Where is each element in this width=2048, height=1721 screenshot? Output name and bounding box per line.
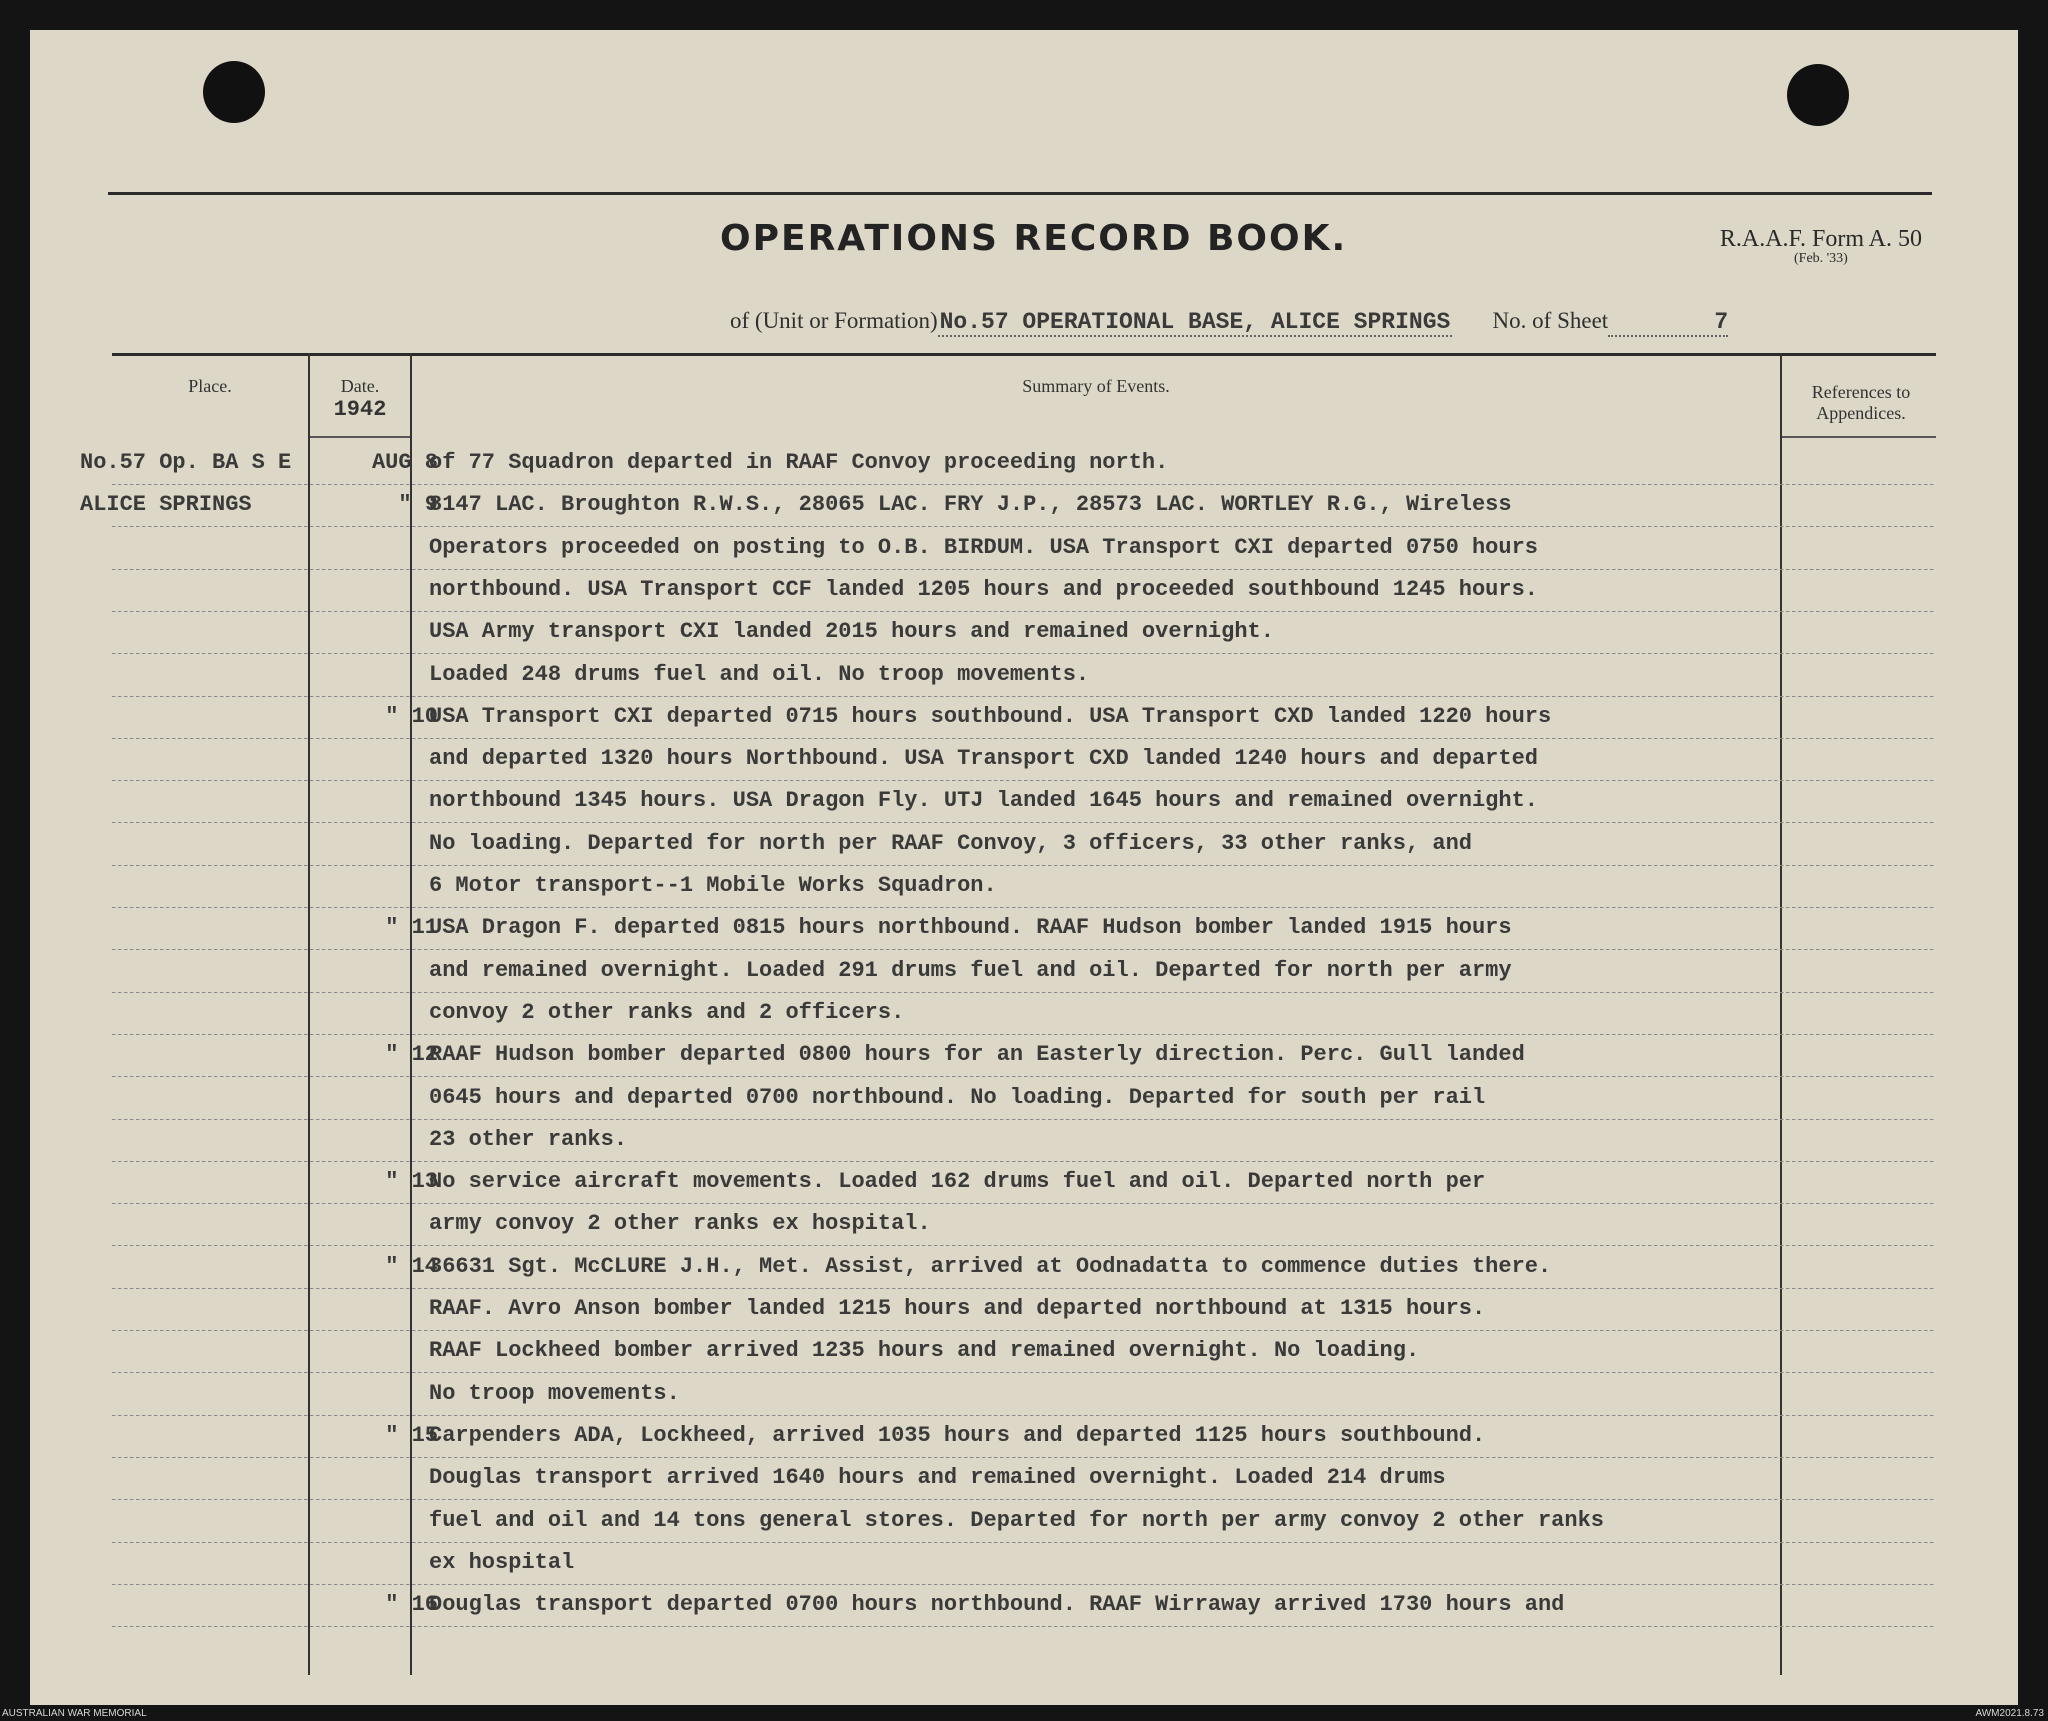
table-row (30, 577, 2018, 617)
row-summary: army convoy 2 other ranks ex hospital. (429, 1211, 931, 1236)
table-row (30, 831, 2018, 871)
row-summary: 36631 Sgt. McCLURE J.H., Met. Assist, arrived at Oodnadatta to commence duties there. (429, 1254, 1552, 1279)
form-date-text: (Feb. '33) (1794, 251, 1848, 266)
table-row (30, 662, 2018, 702)
table-row (30, 1254, 2018, 1294)
table-row (30, 1042, 2018, 1082)
row-summary: USA Dragon F. departed 0815 hours northbound. RAAF Hudson bomber landed 1915 hours (429, 915, 1512, 940)
date-header-rule (310, 436, 410, 438)
table-row (30, 704, 2018, 744)
row-place: ALICE SPRINGS (80, 492, 252, 517)
record-sheet (30, 30, 2018, 1705)
row-summary: 23 other ranks. (429, 1127, 628, 1152)
unit-label: of (Unit or Formation) (730, 308, 938, 333)
row-date: " 12 (385, 1042, 438, 1067)
row-summary: Loaded 248 drums fuel and oil. No troop movements. (429, 662, 1090, 687)
top-rule (108, 192, 1932, 195)
table-row (30, 1296, 2018, 1336)
row-summary: fuel and oil and 14 tons general stores. Departed for north per army convoy 2 other ranks (429, 1508, 1604, 1533)
row-summary: 6 Motor transport--1 Mobile Works Squadron. (429, 873, 997, 898)
column-header-summary: Summary of Events. (1022, 376, 1170, 396)
row-date: " 9 (398, 492, 438, 517)
column-header-date (310, 376, 410, 422)
table-row (30, 1127, 2018, 1167)
row-summary: ex hospital (429, 1550, 575, 1575)
table-row (30, 788, 2018, 828)
row-summary: and remained overnight. Loaded 291 drums fuel and oil. Departed for north per army (429, 958, 1512, 983)
row-summary: USA Transport CXI departed 0715 hours southbound. USA Transport CXD landed 1220 hours (429, 704, 1552, 729)
table-row (30, 1211, 2018, 1251)
sheet-number: 7 (1608, 309, 1728, 337)
row-summary: Carpenders ADA, Lockheed, arrived 1035 hours and departed 1125 hours southbound. (429, 1423, 1486, 1448)
table-row (30, 492, 2018, 532)
unit-line (730, 308, 1950, 337)
table-row (30, 746, 2018, 786)
row-date: " 15 (385, 1423, 438, 1448)
column-header-year: 1942 (333, 397, 387, 422)
row-place: No.57 Op. BA S E (80, 450, 292, 475)
row-summary: northbound. USA Transport CCF landed 1205 hours and proceeded southbound 1245 hours. (429, 577, 1538, 602)
row-summary: Douglas transport departed 0700 hours northbound. RAAF Wirraway arrived 1730 hours and (429, 1592, 1565, 1617)
row-date: " 10 (385, 704, 438, 729)
row-summary: Douglas transport arrived 1640 hours and remained overnight. Loaded 214 drums (429, 1465, 1446, 1490)
row-summary: No loading. Departed for north per RAAF Convoy, 3 officers, 33 other ranks, and (429, 831, 1472, 856)
table-row (30, 958, 2018, 998)
punch-hole-left (203, 61, 265, 123)
row-date: " 16 (385, 1592, 438, 1617)
page-title: OPERATIONS RECORD BOOK. (720, 218, 1348, 259)
table-row (30, 1338, 2018, 1378)
row-summary: convoy 2 other ranks and 2 officers. (429, 1000, 905, 1025)
column-header-date-label: Date. (340, 376, 380, 396)
table-row (30, 1000, 2018, 1040)
row-summary: of 77 Squadron departed in RAAF Convoy proceeding north. (429, 450, 1169, 475)
table-row (30, 1508, 2018, 1548)
row-summary: RAAF. Avro Anson bomber landed 1215 hours and departed northbound at 1315 hours. (429, 1296, 1486, 1321)
table-row (30, 873, 2018, 913)
table-row (30, 619, 2018, 659)
form-number (1720, 226, 1922, 267)
column-header-references: References to Appendices. (1811, 382, 1911, 423)
references-header-rule (1782, 436, 1936, 438)
table-top-rule (112, 353, 1936, 356)
row-summary: 8147 LAC. Broughton R.W.S., 28065 LAC. FRY J.P., 28573 LAC. WORTLEY R.G., Wireless (429, 492, 1512, 517)
row-summary: and departed 1320 hours Northbound. USA Transport CXD landed 1240 hours and departed (429, 746, 1538, 771)
row-summary: No service aircraft movements. Loaded 162 drums fuel and oil. Departed north per (429, 1169, 1486, 1194)
table-row (30, 1550, 2018, 1590)
table-row (30, 1169, 2018, 1209)
column-header-place: Place. (188, 376, 232, 396)
footer-reference: AWM2021.8.73 (1975, 1708, 2044, 1719)
table-row (30, 1423, 2018, 1463)
form-number-text: R.A.A.F. Form A. 50 (1719, 226, 1922, 252)
table-row (30, 1381, 2018, 1421)
table-row (30, 535, 2018, 575)
row-date: " 14 (385, 1254, 438, 1279)
row-summary: USA Army transport CXI landed 2015 hours and remained overnight. (429, 619, 1274, 644)
row-summary: Operators proceeded on posting to O.B. BIRDUM. USA Transport CXI departed 0750 hours (429, 535, 1538, 560)
unit-value: No.57 OPERATIONAL BASE, ALICE SPRINGS (939, 309, 1451, 335)
table-row (30, 1085, 2018, 1125)
row-summary: RAAF Hudson bomber departed 0800 hours for an Easterly direction. Perc. Gull landed (429, 1042, 1525, 1067)
table-row (30, 1465, 2018, 1505)
row-summary: 0645 hours and departed 0700 northbound. No loading. Departed for south per rail (429, 1085, 1486, 1110)
sheet-label: No. of Sheet (1492, 308, 1609, 333)
row-date: AUG 8 (371, 450, 438, 475)
table-row (30, 1592, 2018, 1632)
table-row (30, 450, 2018, 490)
punch-hole-right (1787, 64, 1849, 126)
table-row (30, 915, 2018, 955)
row-summary: No troop movements. (429, 1381, 680, 1406)
row-summary: RAAF Lockheed bomber arrived 1235 hours and remained overnight. No loading. (429, 1338, 1420, 1363)
row-date: " 13 (385, 1169, 438, 1194)
row-summary: northbound 1345 hours. USA Dragon Fly. UTJ landed 1645 hours and remained overnight. (429, 788, 1538, 813)
row-date: " 11 (385, 915, 438, 940)
footer-credit: AUSTRALIAN WAR MEMORIAL (2, 1708, 147, 1719)
